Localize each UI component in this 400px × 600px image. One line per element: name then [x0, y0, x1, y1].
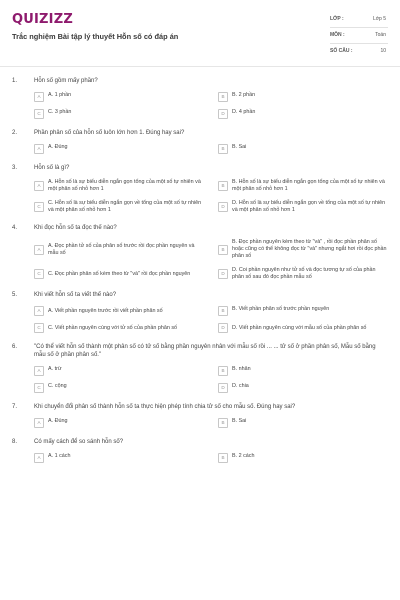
option-letter-box: A: [34, 144, 44, 154]
meta-value: 10: [380, 48, 386, 54]
question-number: 3.: [12, 165, 18, 171]
question: [12, 224, 388, 281]
option-letter-box: A: [34, 366, 44, 376]
option-text: A. trừ: [48, 366, 62, 372]
option-letter-box: B: [218, 418, 228, 428]
option-letter-box: B: [218, 92, 228, 102]
quizizz-logo: QUIZIZZ: [12, 12, 73, 27]
question-text: Khi chuyển đổi phân số thành hỗn số ta thực hiện phép tính chia tử số cho mẫu số. Đúng hay sai?: [34, 404, 296, 410]
answer-option-d[interactable]: [218, 323, 388, 333]
option-letter-box: B: [218, 306, 228, 316]
option-text: B. 2 cách: [232, 453, 255, 459]
option-letter-box: C: [34, 383, 44, 393]
answer-options: [12, 92, 388, 119]
option-letter-box: B: [218, 144, 228, 154]
meta-value: Toán: [375, 32, 386, 38]
question: [12, 77, 388, 119]
question-header: [12, 343, 388, 359]
option-letter-box: D: [218, 323, 228, 333]
option-letter-box: C: [34, 323, 44, 333]
answer-option-b[interactable]: [218, 179, 388, 193]
question-header: [12, 164, 388, 172]
option-letter-box: A: [34, 453, 44, 463]
question: [12, 343, 388, 393]
option-text: C. 3 phần: [48, 109, 72, 115]
option-letter-box: A: [34, 245, 44, 255]
page-title: Trắc nghiệm Bài tập lý thuyết Hỗn số có đáp án: [12, 32, 179, 41]
question-number: 2.: [12, 130, 18, 136]
option-letter-box: B: [218, 453, 228, 463]
option-letter-box: A: [34, 92, 44, 102]
answer-option-b[interactable]: [218, 239, 388, 260]
option-text: B. nhân: [232, 366, 251, 372]
option-letter-box: D: [218, 202, 228, 212]
answer-options: [12, 239, 388, 281]
question-header: [12, 224, 388, 232]
question-text: Khi đọc hỗn số ta đọc thế nào?: [34, 225, 117, 231]
meta-key: SỐ CÂU :: [330, 48, 353, 54]
question: [12, 164, 388, 214]
meta-box: [330, 12, 388, 59]
option-letter-box: B: [218, 245, 228, 255]
option-letter-box: C: [34, 202, 44, 212]
option-letter-box: C: [34, 109, 44, 119]
answer-option-d[interactable]: [218, 383, 388, 393]
answer-option-a[interactable]: [34, 144, 204, 154]
answer-option-b[interactable]: [218, 144, 388, 154]
question-header: [12, 291, 388, 299]
option-text: C. Đọc phần phân số kèm theo từ "và" rồi đọc phần nguyên: [48, 270, 191, 277]
question-text: Có mấy cách để so sánh hỗn số?: [34, 439, 124, 445]
question: [12, 438, 388, 463]
question-number: 5.: [12, 292, 18, 298]
question-number: 1.: [12, 78, 18, 84]
meta-row-count: [330, 44, 388, 59]
answer-options: [12, 179, 388, 214]
option-text: A. Đúng: [48, 144, 68, 150]
answer-options: [12, 366, 388, 393]
question-number: 8.: [12, 439, 18, 445]
question-number: 6.: [12, 344, 18, 350]
option-text: D. chia: [232, 383, 249, 389]
option-text: C. Viết phần nguyên cùng với tử số của phần phân số: [48, 324, 178, 331]
question-text: "Có thể viết hỗn số thành một phân số có tử số bằng phần nguyên nhân với mẫu số rồi ... ... tử số ở phần phân số, Mẫu số bằng mẫu số ở phần phân số.": [34, 344, 376, 358]
answer-option-b[interactable]: [218, 366, 388, 376]
option-letter-box: D: [218, 383, 228, 393]
question: [12, 403, 388, 428]
option-letter-box: D: [218, 109, 228, 119]
question-list: [0, 67, 400, 463]
answer-options: [12, 418, 388, 428]
answer-options: [12, 453, 388, 463]
option-text: B. Đọc phần nguyên kèm theo từ "và" , rồi đọc phần phân số hoặc cũng có thể không đọc từ "và" nhưng ngắt hơi rồi đọc phần phân số: [232, 239, 387, 259]
meta-value: Lớp 5: [372, 16, 386, 22]
option-text: D. Coi phần nguyên như tử số và đọc tương tự số của phần phân số sau đó đọc phần mẫu số: [232, 267, 376, 280]
answer-option-a[interactable]: [34, 418, 204, 428]
option-text: A. Viết phần nguyên trước rồi viết phần phân số: [48, 307, 163, 314]
option-letter-box: A: [34, 418, 44, 428]
answer-option-b[interactable]: [218, 92, 388, 102]
answer-option-c[interactable]: [34, 200, 204, 214]
option-text: D. 4 phần: [232, 109, 256, 115]
option-text: A. Hỗn số là sự biểu diễn ngắn gọn tổng của một số tự nhiên và một phân số nhỏ hơn 1: [48, 179, 201, 192]
question-text: Khi viết hỗn số ta viết thế nào?: [34, 292, 117, 298]
answer-options: [12, 306, 388, 333]
answer-option-b[interactable]: [218, 418, 388, 428]
answer-option-a[interactable]: [34, 366, 204, 376]
option-text: A. 1 phần: [48, 92, 72, 98]
option-text: B. Viết phần phân số trước phần nguyên: [232, 306, 330, 312]
option-letter-box: A: [34, 181, 44, 191]
answer-option-a[interactable]: [34, 179, 204, 193]
answer-option-a[interactable]: [34, 92, 204, 102]
answer-option-d[interactable]: [218, 267, 388, 281]
question: [12, 291, 388, 333]
question-header: [12, 403, 388, 411]
option-text: A. Đúng: [48, 418, 68, 424]
option-letter-box: A: [34, 306, 44, 316]
answer-option-d[interactable]: [218, 109, 388, 119]
question-text: Hỗn số là gì?: [34, 165, 70, 171]
question-header: [12, 129, 388, 137]
option-text: D. Hỗn số là sự biểu diễn ngắn gọn về tổng của một số tự nhiên và một phân số nhỏ hơn 1: [232, 200, 386, 213]
option-letter-box: C: [34, 269, 44, 279]
answer-option-c[interactable]: [34, 323, 204, 333]
meta-key: LỚP :: [330, 16, 344, 22]
question: [12, 129, 388, 154]
answer-option-d[interactable]: [218, 200, 388, 214]
meta-key: MÔN :: [330, 32, 345, 38]
answer-option-b[interactable]: [218, 306, 388, 316]
answer-option-b[interactable]: [218, 453, 388, 463]
answer-option-c[interactable]: [34, 383, 204, 393]
answer-option-c[interactable]: [34, 109, 204, 119]
option-letter-box: D: [218, 269, 228, 279]
answer-option-a[interactable]: [34, 239, 204, 260]
option-letter-box: B: [218, 181, 228, 191]
option-text: B. 2 phần: [232, 92, 256, 98]
option-text: A. 1 cách: [48, 453, 71, 459]
question-text: Phần phân số của hỗn số luôn lớn hơn 1. Đúng hay sai?: [34, 130, 185, 136]
option-text: B. Sai: [232, 418, 247, 424]
option-text: B. Sai: [232, 144, 247, 150]
option-text: A. Đọc phần tử số của phân số trước rồi đọc phần nguyên và mẫu số: [48, 242, 195, 256]
option-text: D. Viết phần nguyên cùng với mẫu số của phần phân số: [232, 324, 367, 331]
question-header: [12, 438, 388, 446]
option-text: C. Hỗn số là sự biểu diễn ngắn gọn về tổng của một số tự nhiên và một phân số nhỏ hơn 1: [48, 200, 202, 213]
meta-row-subject: [330, 28, 388, 44]
option-text: C. cộng: [48, 383, 67, 389]
worksheet-header: [0, 0, 400, 67]
meta-row-grade: [330, 12, 388, 28]
question-header: [12, 77, 388, 85]
answer-option-a[interactable]: [34, 453, 204, 463]
option-text: B. Hỗn số là sự biểu diễn ngắn gọn tổng của một số tự nhiên và một phân số nhỏ hơn 1: [232, 179, 385, 192]
option-letter-box: B: [218, 366, 228, 376]
question-number: 4.: [12, 225, 18, 231]
question-number: 7.: [12, 404, 18, 410]
answer-options: [12, 144, 388, 154]
answer-option-c[interactable]: [34, 267, 204, 281]
answer-option-a[interactable]: [34, 306, 204, 316]
question-text: Hỗn số gồm mấy phần?: [34, 78, 98, 84]
